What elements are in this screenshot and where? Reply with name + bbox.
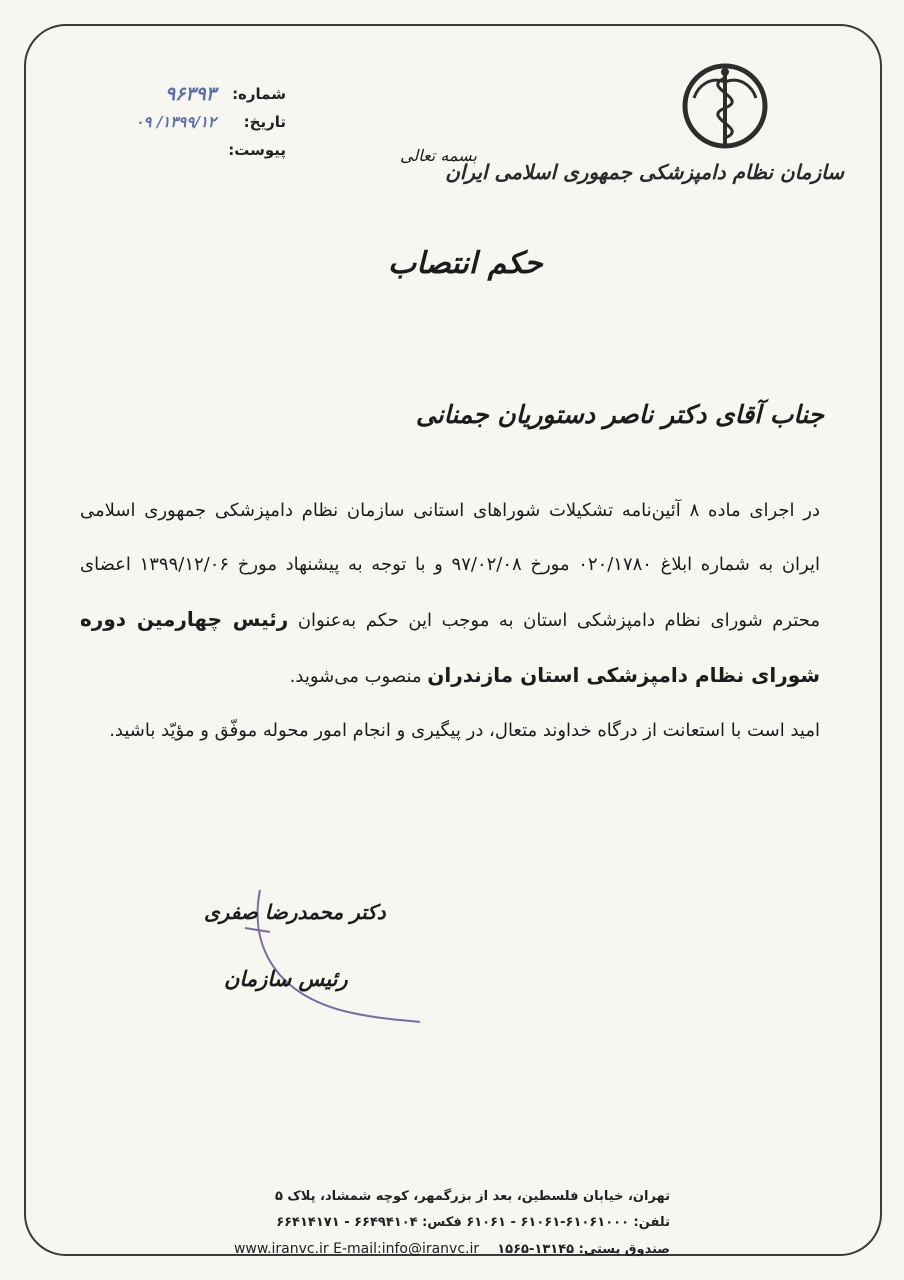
date-value: ۱۳۹۹/۱۲/ ۰۹ [135, 113, 216, 131]
date-label: تاریخ: [243, 113, 286, 131]
bismillah-heading: بسمه تعالی [400, 146, 477, 165]
meta-number-row [96, 80, 286, 108]
para1-end-text: منصوب می‌شوید. [289, 666, 422, 687]
footer-phones: تلفن: ۶۱۰۶۱۰۰۰-۶۱۰۶۱ - ۶۱۰۶۱ فکس: ۶۶۴۹۴۱۰۴ - ۶۶۴۱۴۱۷۱ [276, 1215, 670, 1230]
footer-contact-row [190, 1236, 670, 1263]
letter-body [80, 484, 820, 758]
meta-attachment-row [96, 136, 286, 164]
meta-date-row [96, 108, 286, 136]
organization-name: سازمان نظام دامپزشکی جمهوری اسلامی ایران [445, 160, 844, 184]
caduceus-logo-icon [680, 58, 770, 154]
recipient-line: جناب آقای دکتر ناصر دستوریان جمنانی [415, 400, 824, 429]
para1-bold-text: رئیس چهارمین دوره شورای نظام دامپزشکی استان مازندران [80, 607, 820, 687]
number-label: شماره: [232, 85, 286, 103]
signatory-name: دکتر محمدرضا صفری [204, 900, 386, 924]
footer-postal: صندوق پستی: ۱۳۱۴۵-۱۵۶۵ [497, 1242, 670, 1257]
footer-address: تهران، خیابان فلسطین، بعد از بزرگمهر، کوچه شمشاد، پلاک ۵ [274, 1189, 670, 1204]
letter-footer [190, 1184, 670, 1263]
body-paragraph-2: امید است با استعانت از درگاه خداوند متعال، در پیگیری و انجام امور محوله موفّق و مؤیّد باشید. [109, 720, 820, 741]
attachment-label: پیوست: [228, 141, 286, 159]
signatory-position: رئیس سازمان [224, 966, 348, 991]
document-title: حکم انتصاب [388, 246, 543, 281]
body-paragraph-1 [80, 484, 820, 704]
letter-meta [96, 80, 286, 164]
para1-text: در اجرای ماده ۸ آئین‌نامه تشکیلات شوراهای استانی سازمان نظام دامپزشکی جمهوری اسلامی ایران به شماره ابلاغ ۰۲۰/۱۷۸۰ مورخ ۹۷/۰۲/۰۸ و با توجه به پیشنهاد مورخ ۱۳۹۹/۱۲/۰۶ اعضای محترم شورای نظام دامپزشکی استان به موجب این حکم به‌عنوان [80, 500, 820, 631]
number-value: ۹۶۳۹۳ [164, 83, 216, 105]
footer-web-email[interactable]: www.iranvc.ir E-mail:info@iranvc.ir [233, 1241, 480, 1257]
